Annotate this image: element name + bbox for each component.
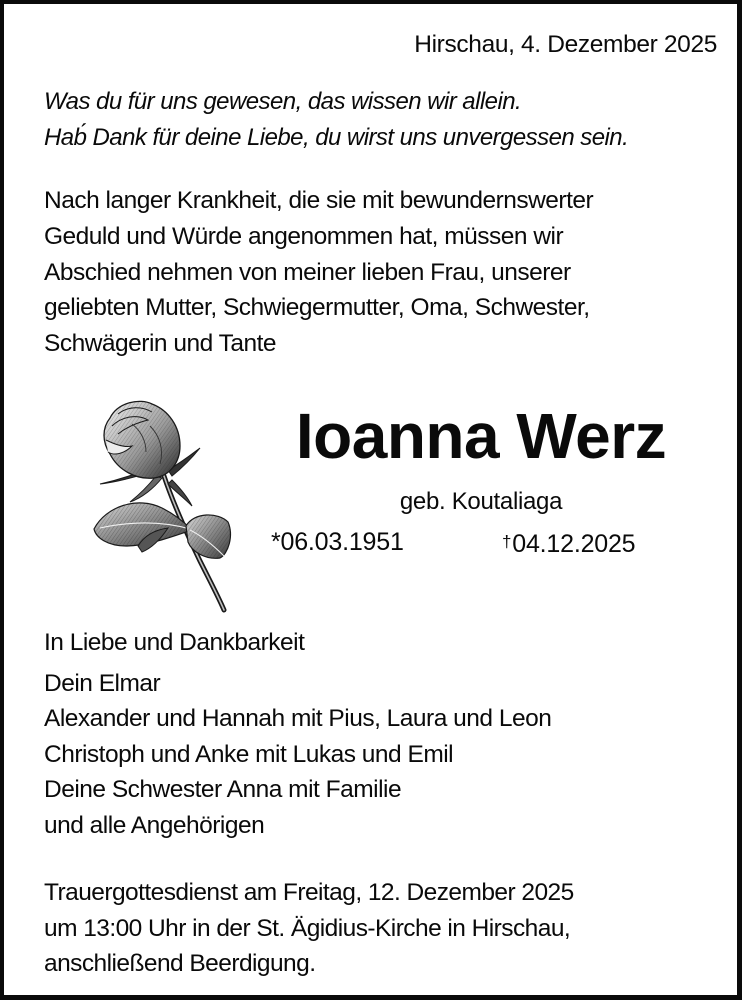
maiden-name: geb. Koutaliaga bbox=[399, 488, 563, 515]
intro-line-5: Schwägerin und Tante bbox=[44, 330, 276, 358]
signer: Christoph und Anke mit Lukas und Emil bbox=[44, 740, 454, 768]
funeral-service-info bbox=[44, 875, 574, 982]
death-date-block bbox=[502, 524, 635, 562]
birth-date: *06.03.1951 bbox=[271, 528, 404, 556]
place-date: Hirschau, 4. Dezember 2025 bbox=[414, 31, 717, 58]
signer: Deine Schwester Anna mit Familie bbox=[44, 776, 402, 804]
deceased-name: Ioanna Werz bbox=[295, 400, 667, 472]
signer: und alle Angehörigen bbox=[44, 811, 265, 839]
rose-icon bbox=[88, 396, 233, 616]
service-line-1: Trauergottesdienst am Freitag, 12. Dezember 2025 bbox=[44, 879, 574, 906]
signers-list bbox=[44, 666, 551, 843]
service-line-3: anschließend Beerdigung. bbox=[44, 950, 316, 978]
death-date: 04.12.2025 bbox=[512, 530, 636, 558]
dagger-icon: † bbox=[502, 532, 512, 551]
signer: Alexander und Hannah mit Pius, Laura und Leon bbox=[44, 705, 552, 733]
intro-line-4: geliebten Mutter, Schwiegermutter, Oma, Schwester, bbox=[44, 294, 590, 322]
verse-line-1: Was du für uns gewesen, das wissen wir allein. bbox=[44, 88, 522, 115]
memorial-verse bbox=[44, 84, 628, 156]
intro-paragraph bbox=[44, 183, 593, 362]
verse-line-2: Hab́ Dank für deine Liebe, du wirst uns unvergessen sein. bbox=[44, 124, 629, 151]
intro-line-3: Abschied nehmen von meiner lieben Frau, unserer bbox=[44, 258, 571, 286]
intro-line-2: Geduld und Würde angenommen hat, müssen wir bbox=[44, 222, 564, 250]
intro-line-1: Nach langer Krankheit, die sie mit bewundernswerter bbox=[44, 187, 594, 214]
service-line-2: um 13:00 Uhr in der St. Ägidius-Kirche in Hirschau, bbox=[44, 914, 571, 942]
signer: Dein Elmar bbox=[44, 670, 161, 697]
closing-line: In Liebe und Dankbarkeit bbox=[44, 629, 305, 656]
